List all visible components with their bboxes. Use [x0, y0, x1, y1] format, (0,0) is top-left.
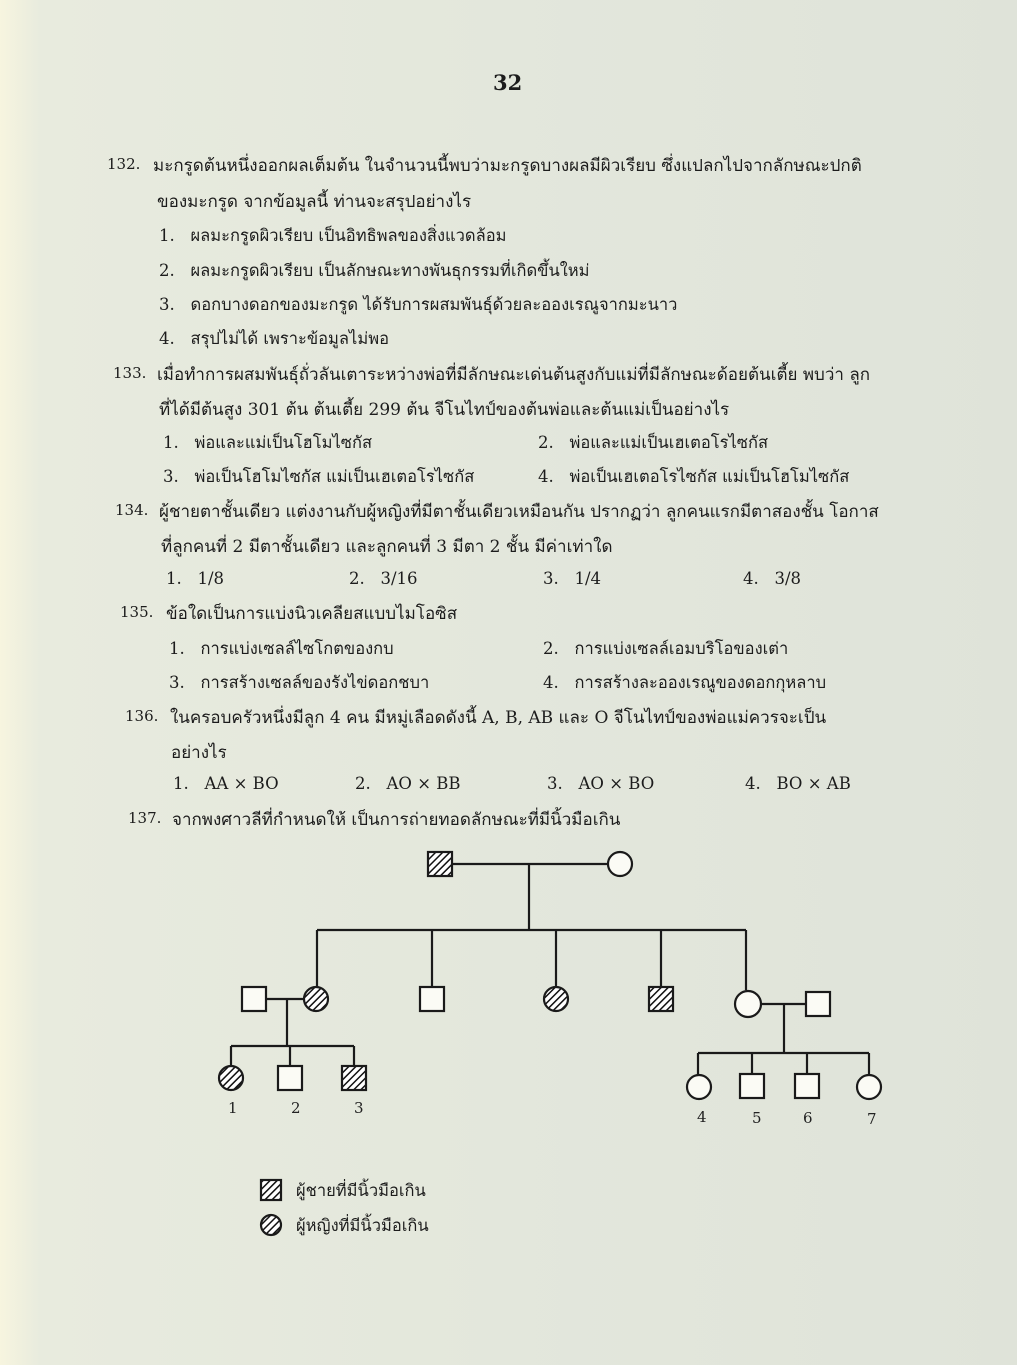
question-135-number: 135. — [120, 603, 154, 621]
option-number: 4. — [745, 774, 761, 793]
option-number: 2. — [349, 569, 365, 588]
child-label-7: 7 — [867, 1110, 877, 1128]
question-136-number: 136. — [125, 707, 159, 725]
question-133-line-2: ที่ได้มีต้นสูง 301 ต้น ต้นเตี้ย 299 ต้น จีโนไทป์ของต้นพ่อและต้นแม่เป็นอย่างไร — [159, 400, 730, 420]
affected-male-symbol — [649, 987, 673, 1011]
question-137-line-1: จากพงศาวลีที่กำหนดให้ เป็นการถ่ายทอดลักษณะที่มีนิ้วมือเกิน — [172, 810, 621, 830]
option-number: 4. — [543, 673, 559, 692]
unaffected-male-symbol — [740, 1074, 764, 1098]
option-text: 3/16 — [380, 569, 418, 588]
option-number: 2. — [543, 639, 559, 658]
question-132-line-1: มะกรูดต้นหนึ่งออกผลเต็มต้น ในจำนวนนี้พบว่ามะกรูดบางผลมีผิวเรียบ ซึ่งแปลกไปจากลักษณะปกติ — [153, 156, 862, 176]
question-132-line-2: ของมะกรูด จากข้อมูลนี้ ท่านจะสรุปอย่างไร — [157, 192, 472, 212]
child-label-4: 4 — [697, 1108, 707, 1126]
option-text: 1/8 — [197, 569, 225, 588]
question-134-number: 134. — [115, 501, 149, 519]
unaffected-female-symbol — [687, 1075, 711, 1099]
unaffected-female-symbol — [735, 991, 761, 1017]
option-number: 1. — [173, 774, 189, 793]
option-number: 3. — [547, 774, 563, 793]
question-132-number: 132. — [107, 155, 141, 173]
option-text: ผลมะกรูดผิวเรียบ เป็นอิทธิพลของสิ่งแวดล้อม — [190, 226, 507, 245]
option-text: 3/8 — [774, 569, 802, 588]
question-133-number: 133. — [113, 364, 147, 382]
affected-female-symbol — [544, 987, 568, 1011]
option-number: 3. — [163, 467, 179, 486]
affected-male-symbol — [428, 852, 452, 876]
option-number: 3. — [159, 295, 175, 314]
option-text: พ่อและแม่เป็นโฮโมไซกัส — [194, 433, 373, 452]
option-text: BO × AB — [776, 774, 851, 793]
option-text: AO × BO — [578, 774, 655, 793]
question-135-line-1: ข้อใดเป็นการแบ่งนิวเคลียสแบบไมโอซิส — [166, 604, 458, 624]
legend-female-symbol — [261, 1215, 281, 1235]
unaffected-female-symbol — [857, 1075, 881, 1099]
child-label-1: 1 — [228, 1099, 238, 1117]
option-text: การสร้างเซลล์ของรังไข่ดอกชบา — [200, 673, 430, 692]
affected-male-symbol — [342, 1066, 366, 1090]
option-text: สรุปไม่ได้ เพราะข้อมูลไม่พอ — [190, 329, 389, 348]
question-136-line-2: อย่างไร — [171, 743, 227, 763]
option-text: 1/4 — [574, 569, 602, 588]
unaffected-male-symbol — [278, 1066, 302, 1090]
option-number: 4. — [159, 329, 175, 348]
option-text: ผลมะกรูดผิวเรียบ เป็นลักษณะทางพันธุกรรมที่เกิดขึ้นใหม่ — [190, 261, 590, 280]
question-134-line-1: ผู้ชายตาชั้นเดียว แต่งงานกับผู้หญิงที่มีตาชั้นเดียวเหมือนกัน ปรากฏว่า ลูกคนแรกมีตาสองชั้น โอกาส — [159, 502, 879, 522]
option-number: 1. — [159, 226, 175, 245]
option-number: 3. — [543, 569, 559, 588]
legend-affected-female: ผู้หญิงที่มีนิ้วมือเกิน — [296, 1216, 429, 1235]
child-label-5: 5 — [752, 1109, 762, 1127]
option-text: พ่อเป็นเฮเตอโรไซกัส แม่เป็นโฮโมไซกัส — [569, 467, 850, 486]
option-text: การแบ่งเซลล์ไซโกตของกบ — [200, 639, 394, 658]
option-text: การสร้างละอองเรณูของดอกกุหลาบ — [574, 673, 827, 692]
option-number: 1. — [166, 569, 182, 588]
unaffected-male-symbol — [420, 987, 444, 1011]
option-text: การแบ่งเซลล์เอมบริโอของเต่า — [574, 639, 789, 658]
child-label-3: 3 — [354, 1099, 364, 1117]
question-136-line-1: ในครอบครัวหนึ่งมีลูก 4 คน มีหมู่เลือดดังนี้ A, B, AB และ O จีโนไทป์ของพ่อแม่ควรจะเป็น — [170, 708, 827, 728]
unaffected-male-symbol — [795, 1074, 819, 1098]
option-number: 2. — [159, 261, 175, 280]
question-134-line-2: ที่ลูกคนที่ 2 มีตาชั้นเดียว และลูกคนที่ 3 มีตา 2 ชั้น มีค่าเท่าใด — [161, 537, 613, 557]
option-number: 1. — [163, 433, 179, 452]
unaffected-male-symbol — [806, 992, 830, 1016]
option-text: พ่อและแม่เป็นเฮเตอโรไซกัส — [569, 433, 769, 452]
option-text: พ่อเป็นโฮโมไซกัส แม่เป็นเฮเตอโรไซกัส — [194, 467, 475, 486]
affected-female-symbol — [219, 1066, 243, 1090]
option-number: 1. — [169, 639, 185, 658]
legend-male-symbol — [261, 1180, 281, 1200]
page-number: 32 — [493, 70, 523, 95]
option-number: 3. — [169, 673, 185, 692]
child-label-2: 2 — [291, 1099, 301, 1117]
child-label-6: 6 — [803, 1109, 813, 1127]
unaffected-female-symbol — [608, 852, 632, 876]
option-number: 4. — [743, 569, 759, 588]
option-text: AA × BO — [204, 774, 279, 793]
option-number: 2. — [355, 774, 371, 793]
option-text: ดอกบางดอกของมะกรูด ได้รับการผสมพันธุ์ด้วยละอองเรณูจากมะนาว — [190, 295, 678, 314]
legend-affected-male: ผู้ชายที่มีนิ้วมือเกิน — [296, 1181, 426, 1200]
unaffected-male-symbol — [242, 987, 266, 1011]
option-text: AO × BB — [386, 774, 461, 793]
option-number: 2. — [538, 433, 554, 452]
question-137-number: 137. — [128, 809, 162, 827]
question-133-line-1: เมื่อทำการผสมพันธุ์ถั่วลันเตาระหว่างพ่อที่มีลักษณะเด่นต้นสูงกับแม่ที่มีลักษณะด้อยต้นเตี้ย พบว่า ลูก — [157, 365, 871, 385]
option-number: 4. — [538, 467, 554, 486]
affected-female-symbol — [304, 987, 328, 1011]
